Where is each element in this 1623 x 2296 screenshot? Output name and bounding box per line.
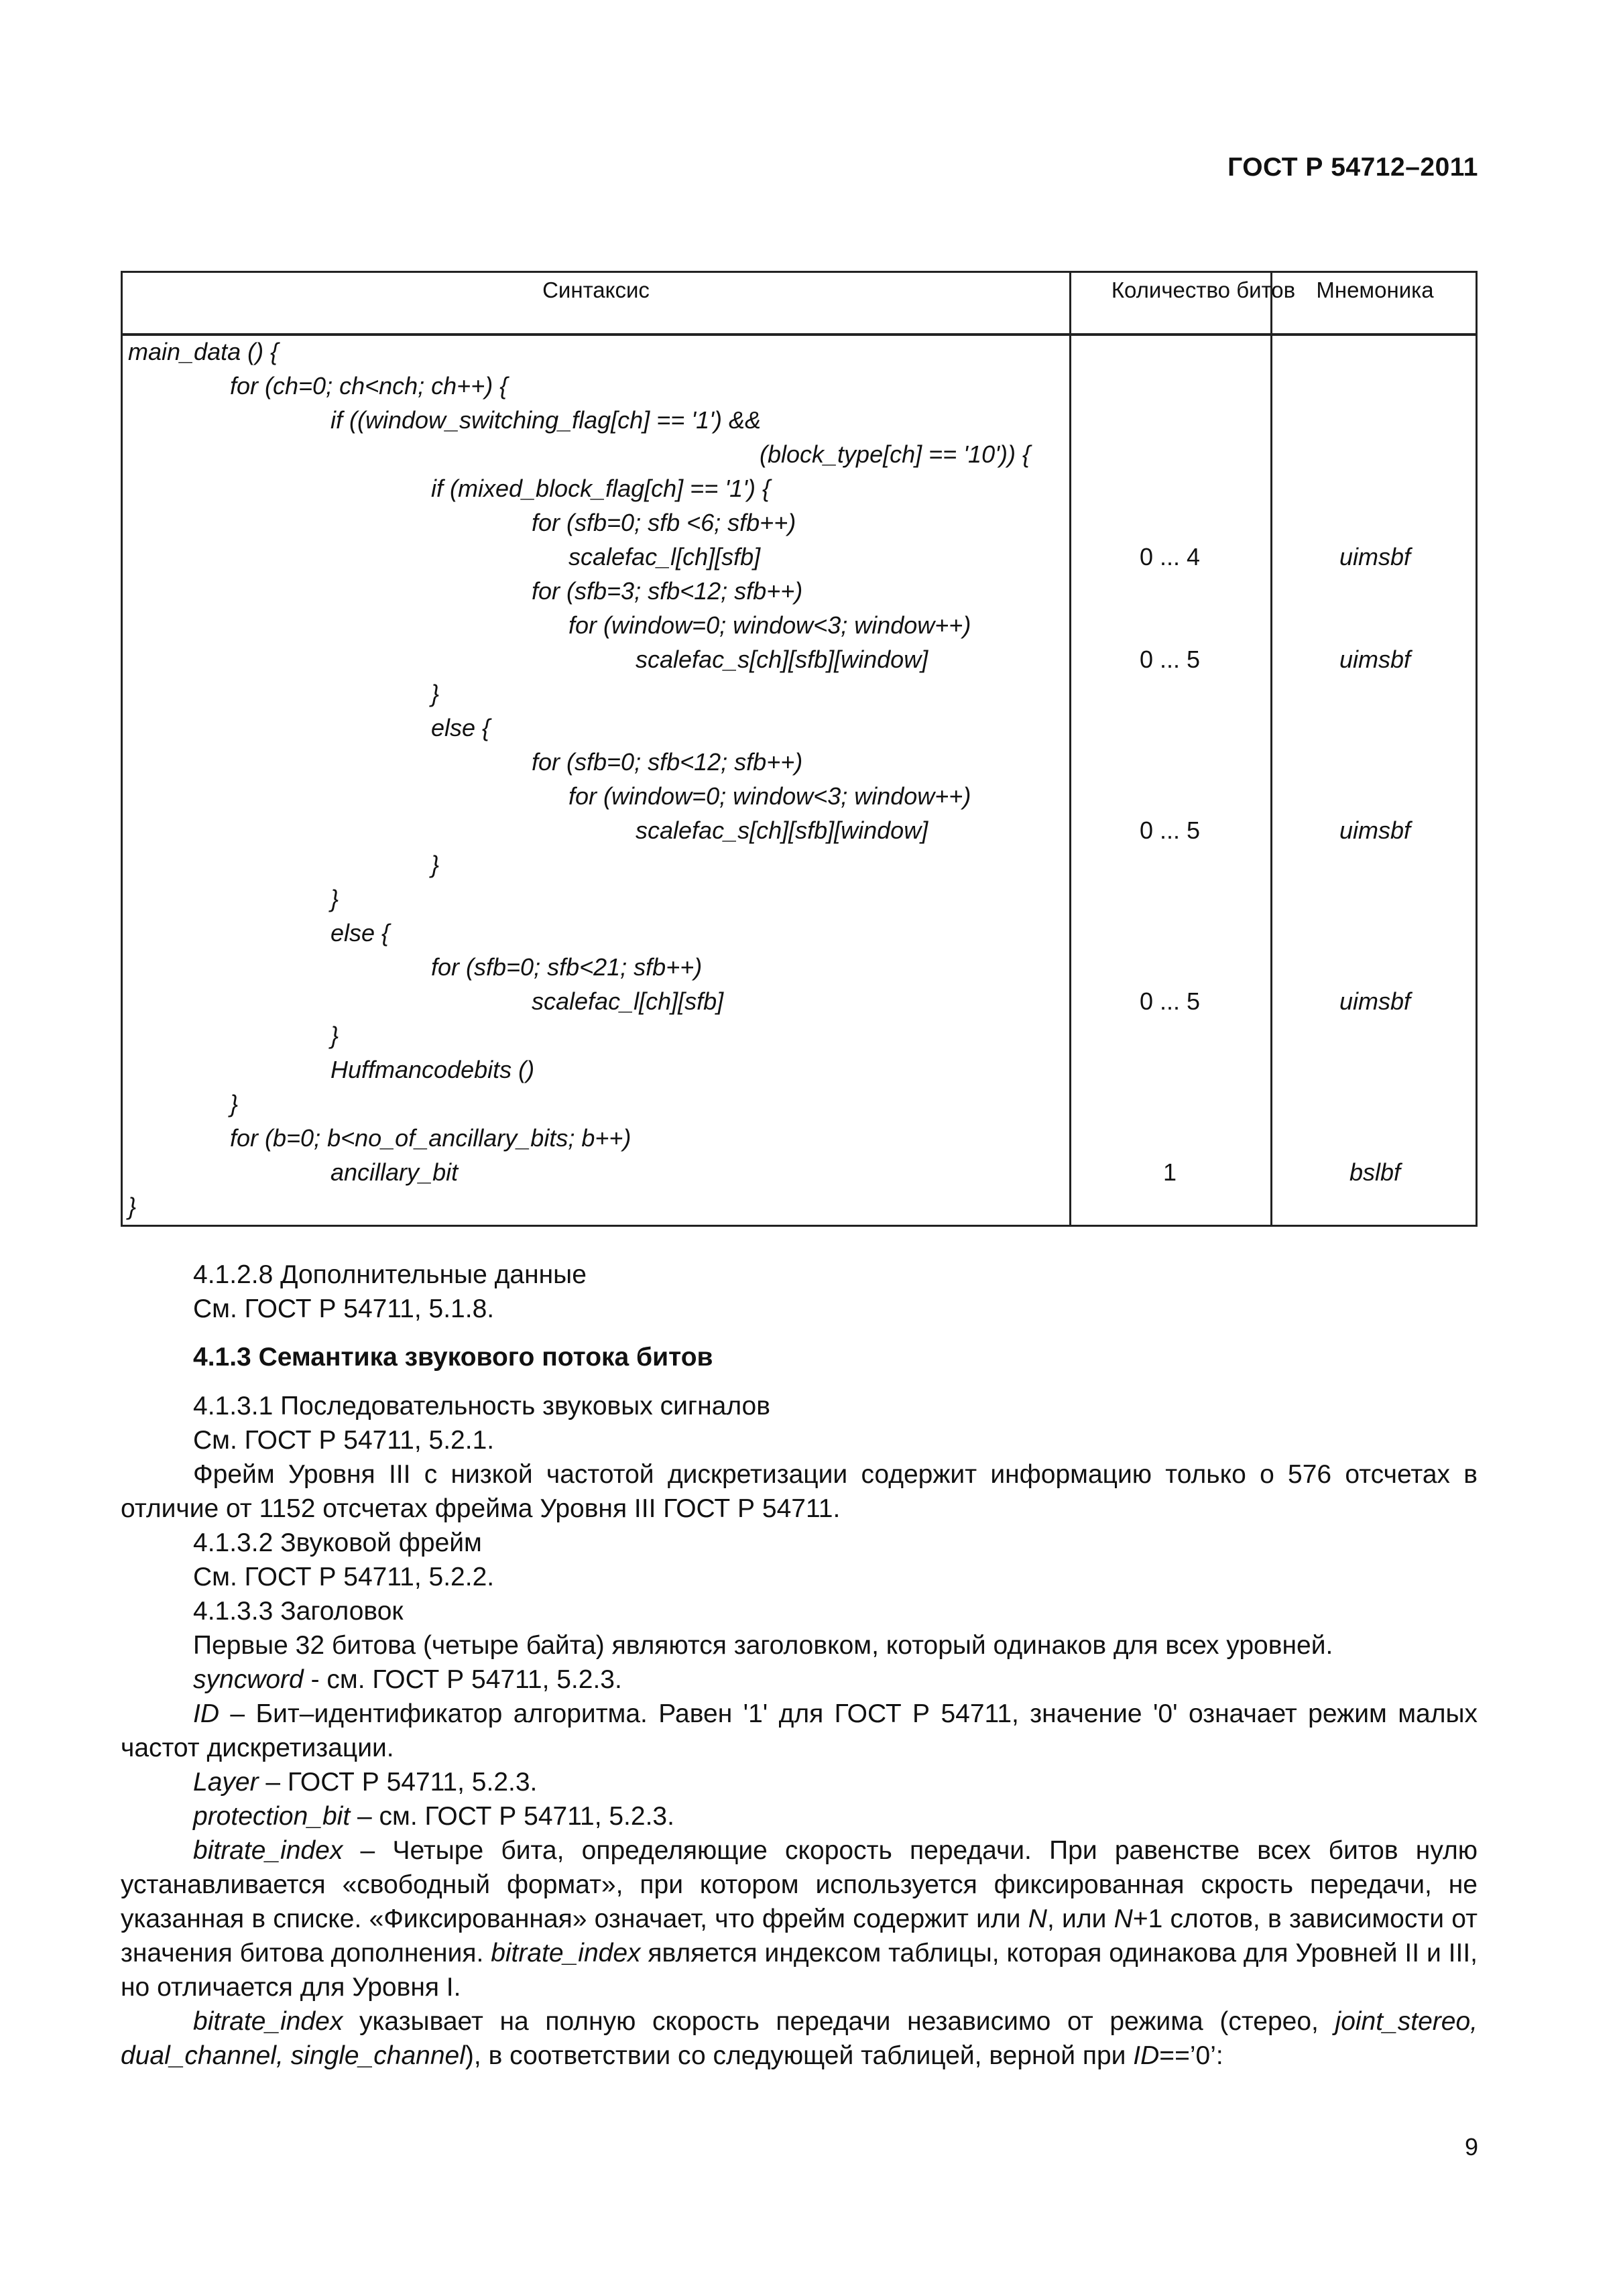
- syntax-row: [123, 608, 1476, 642]
- syntax-row: [123, 437, 1476, 471]
- bitrate-term: bitrate_index: [491, 1939, 641, 1968]
- syntax-row: [123, 1155, 1476, 1189]
- bitrate-table-paragraph: [121, 2004, 1478, 2073]
- bitrate-text: – Четыре бита, определяющие скорость передачи. При равенстве всех битов нулю устанавливается «свободный формат», при котором используется фиксированная скрость передачи, не указанная в списке. «Фиксированная» означает, что фрейм содержит или: [121, 1836, 1478, 1933]
- syntax-code: ancillary_bit: [330, 1158, 459, 1186]
- id-term: ID: [193, 1699, 219, 1728]
- syntax-table: [121, 271, 1478, 1227]
- syntax-code: for (sfb=0; sfb<21; sfb++): [431, 953, 703, 981]
- syntax-code: Huffmancodebits (): [330, 1056, 535, 1083]
- syntax-row: [123, 779, 1476, 813]
- syntax-row: [123, 574, 1476, 608]
- protection-paragraph: [121, 1799, 1478, 1833]
- syntax-row: [123, 505, 1476, 540]
- bitrate-term: bitrate_index: [193, 2007, 343, 2036]
- bitrate-id: ID: [1133, 2041, 1160, 2070]
- bits-count: 1: [1162, 1158, 1177, 1186]
- syntax-code: for (window=0; window<3; window++): [568, 782, 971, 810]
- syntax-row: [123, 676, 1476, 711]
- syntax-code: for (ch=0; ch<nch; ch++) {: [230, 372, 508, 400]
- bitrate-text: указывает на полную скорость передачи независимо от режима (стерео,: [343, 2007, 1335, 2036]
- syntax-row: [123, 403, 1476, 437]
- syntax-code: scalefac_l[ch][sfb]: [532, 987, 724, 1015]
- syntax-code: main_data () {: [128, 338, 279, 365]
- document-id-header: ГОСТ Р 54712–2011: [1227, 153, 1478, 182]
- section-4-1-3-title: 4.1.3 Семантика звукового потока битов: [193, 1343, 713, 1372]
- column-header-bits: Количество битов: [1111, 278, 1296, 302]
- syntax-code: }: [128, 1193, 137, 1220]
- bitrate-paragraph: [121, 1833, 1478, 2004]
- bitrate-text: , или: [1046, 1905, 1114, 1933]
- syntax-row: [123, 335, 1476, 369]
- syntax-code: }: [431, 851, 440, 878]
- syntax-code: for (sfb=0; sfb<12; sfb++): [532, 748, 803, 776]
- bits-count: 0 ... 4: [1139, 543, 1201, 570]
- syntax-code: else {: [431, 714, 491, 741]
- syntax-code: else {: [330, 919, 390, 947]
- id-paragraph: [121, 1697, 1478, 1765]
- bitrate-text: ), в соответствии со следующей таблицей, верной при: [465, 2041, 1134, 2070]
- bitrate-n: N: [1114, 1905, 1133, 1933]
- syntax-code: scalefac_l[ch][sfb]: [568, 543, 761, 570]
- mnemonic: uimsbf: [1339, 987, 1411, 1015]
- syntax-row: [123, 745, 1476, 779]
- bitrate-modes: joint_stereo, dual_channel, single_channel: [121, 2007, 1478, 2070]
- section-4-1-3-1-title: 4.1.3.1 Последовательность звуковых сигналов: [193, 1392, 770, 1421]
- syntax-code: }: [431, 680, 440, 707]
- bits-count: 0 ... 5: [1139, 987, 1201, 1015]
- section-4-1-3-2-ref: См. ГОСТ Р 54711, 5.2.2.: [193, 1563, 495, 1591]
- bits-count: 0 ... 5: [1139, 646, 1201, 673]
- protection-term: protection_bit: [193, 1802, 351, 1831]
- mnemonic: uimsbf: [1339, 817, 1411, 844]
- syntax-row: [123, 1018, 1476, 1052]
- mnemonic: bslbf: [1349, 1158, 1401, 1186]
- column-header-syntax: Синтаксис: [542, 278, 650, 302]
- syntax-code: for (sfb=0; sfb <6; sfb++): [532, 509, 796, 536]
- syntax-row: [123, 916, 1476, 950]
- syntax-code: }: [330, 1022, 339, 1049]
- section-4-1-2-8-ref: См. ГОСТ Р 54711, 5.1.8.: [193, 1294, 495, 1323]
- section-4-1-3-3-title: 4.1.3.3 Заголовок: [193, 1597, 404, 1626]
- syntax-row: [123, 540, 1476, 574]
- id-text: – Бит–идентификатор алгоритма. Равен '1' для ГОСТ Р 54711, значение '0' означает режим малых частот дискретизации.: [121, 1699, 1478, 1762]
- syntax-code: for (window=0; window<3; window++): [568, 611, 971, 639]
- syntax-row: [123, 369, 1476, 403]
- syncword-text: - см. ГОСТ Р 54711, 5.2.3.: [303, 1665, 622, 1694]
- section-4-1-3-2-title: 4.1.3.2 Звуковой фрейм: [193, 1528, 482, 1557]
- syntax-row: [123, 642, 1476, 676]
- syntax-code: scalefac_s[ch][sfb][window]: [636, 817, 928, 844]
- syntax-code: if ((window_switching_flag[ch] == '1') &&: [330, 406, 762, 434]
- bits-count: 0 ... 5: [1139, 817, 1201, 844]
- syntax-row: [123, 1087, 1476, 1121]
- syntax-row: [123, 711, 1476, 745]
- protection-text: – см. ГОСТ Р 54711, 5.2.3.: [350, 1802, 674, 1831]
- syntax-row: [123, 847, 1476, 882]
- syntax-code: if (mixed_block_flag[ch] == '1') {: [431, 475, 771, 502]
- layer-text: – ГОСТ Р 54711, 5.2.3.: [258, 1768, 538, 1797]
- syncword-term: syncword: [193, 1665, 304, 1694]
- bitrate-text: является индексом таблицы, которая одинакова для Уровней II и III, но отличается для Уровня I.: [121, 1939, 1478, 2002]
- mnemonic: uimsbf: [1339, 646, 1411, 673]
- syntax-code: (block_type[ch] == '10')) {: [760, 440, 1030, 468]
- bitrate-text: ==’0’:: [1159, 2041, 1223, 2070]
- section-4-1-3-3-text: Первые 32 битова (четыре байта) являются заголовком, который одинаков для всех уровней.: [193, 1631, 1333, 1660]
- mnemonic: uimsbf: [1339, 543, 1411, 570]
- layer-paragraph: [121, 1765, 1478, 1799]
- bitrate-n: N: [1028, 1905, 1047, 1933]
- section-4-1-3-1-ref: См. ГОСТ Р 54711, 5.2.1.: [193, 1426, 495, 1455]
- syntax-row: [123, 1052, 1476, 1087]
- syntax-code: }: [330, 885, 339, 912]
- syntax-row: [123, 984, 1476, 1018]
- syntax-row: [123, 882, 1476, 916]
- bitrate-text: +1 слотов, в зависимости от значения битова дополнения.: [121, 1905, 1478, 1968]
- syncword-paragraph: [121, 1663, 1478, 1697]
- column-header-mnemonic: Мнемоника: [1316, 278, 1434, 302]
- syntax-code: for (sfb=3; sfb<12; sfb++): [532, 577, 803, 605]
- section-4-1-2-8-title: 4.1.2.8 Дополнительные данные: [193, 1260, 587, 1289]
- layer-term: Layer: [193, 1768, 259, 1797]
- section-4-1-3-1-text: Фрейм Уровня III с низкой частотой дискретизации содержит информацию только о 576 отсчетах в отличие от 1152 отсчетах фрейма Уровня III ГОСТ Р 54711.: [121, 1460, 1478, 1523]
- syntax-row: [123, 813, 1476, 847]
- syntax-row: [123, 1121, 1476, 1155]
- syntax-row: [123, 471, 1476, 505]
- body-text: [121, 1258, 1478, 2073]
- syntax-row: [123, 1189, 1476, 1223]
- syntax-code: scalefac_s[ch][sfb][window]: [636, 646, 928, 673]
- page-number: 9: [1464, 2133, 1478, 2161]
- bitrate-term: bitrate_index: [193, 1836, 343, 1865]
- syntax-row: [123, 950, 1476, 984]
- syntax-code: for (b=0; b<no_of_ancillary_bits; b++): [230, 1124, 632, 1152]
- syntax-code: }: [230, 1090, 239, 1117]
